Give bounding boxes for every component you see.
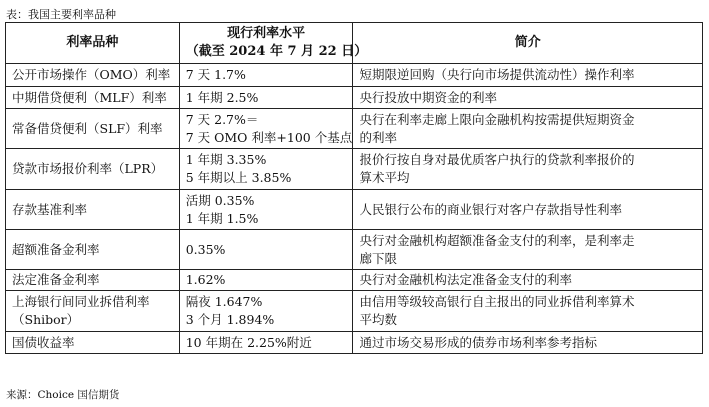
rate-intro-cell <box>353 190 703 230</box>
rate-intro-cell <box>353 109 703 149</box>
rate-intro-cell <box>353 149 703 190</box>
rate-intro-cell <box>353 87 703 109</box>
rate-level-cell-line: 3 个月 1.894% <box>185 312 275 327</box>
rate-level-cell-line: 7 天 2.7%＝ <box>185 111 259 127</box>
rate-intro-cell <box>353 64 703 87</box>
rate-type-cell <box>6 109 180 149</box>
rate-intro-cell-line: 的利率 <box>359 129 397 145</box>
rate-level-cell-line: 7 天 1.7% <box>185 67 246 82</box>
rate-intro-cell-line: 人民银行公布的商业银行对客户存款指导性利率 <box>359 201 622 217</box>
rate-type-cell <box>6 190 180 230</box>
rate-type-cell <box>6 230 180 270</box>
rate-intro-cell <box>353 332 703 354</box>
rate-level-cell <box>179 64 353 87</box>
rate-level-cell-line: 1 年期 3.35% <box>185 152 267 167</box>
rate-level-cell-line: 0.35% <box>185 241 226 257</box>
rate-intro-cell <box>353 270 703 291</box>
header-rate-type: 利率品种 <box>6 23 180 64</box>
rate-type-cell <box>6 87 180 109</box>
rate-type-cell <box>6 291 180 332</box>
rate-level-cell <box>179 149 353 190</box>
rate-intro-cell-line: 短期限逆回购（央行向市场提供流动性）操作利率 <box>359 67 635 82</box>
rate-level-cell <box>179 190 353 230</box>
rate-intro-cell-line: 央行在利率走廊上限向金融机构按需提供短期资金 <box>359 111 635 127</box>
table-row <box>6 230 703 270</box>
rate-intro-cell-line: 廊下限 <box>359 250 397 266</box>
table-caption: 表：我国主要利率品种 <box>6 8 116 21</box>
rate-level-cell-line: 10 年期在 2.25%附近 <box>185 334 312 350</box>
rate-intro-cell-line: 央行对金融机构法定准备金支付的利率 <box>359 272 572 287</box>
table-row <box>6 87 703 109</box>
rate-level-cell-line: 1 年期 2.5% <box>185 89 259 105</box>
rate-type-cell-line: 上海银行间同业拆借利率 <box>12 294 150 309</box>
rate-type-cell-line: 存款基准利率 <box>12 201 88 217</box>
interest-rate-table <box>5 22 703 354</box>
source-note: 来源：Choice 国信期货 <box>6 389 120 401</box>
rate-type-cell-line: 中期借贷便利（MLF）利率 <box>12 89 167 105</box>
table-row <box>6 109 703 149</box>
rate-level-cell-line: 活期 0.35% <box>185 192 255 208</box>
rate-level-cell <box>179 109 353 149</box>
rate-type-cell <box>6 332 180 354</box>
table-row <box>6 332 703 354</box>
table-row <box>6 190 703 230</box>
rate-intro-cell-line: 由信用等级较高银行自主报出的同业拆借利率算术 <box>359 294 635 309</box>
header-introduction: 简介 <box>353 23 703 64</box>
table-body <box>6 64 703 354</box>
table-row <box>6 149 703 190</box>
rate-level-cell-line: 5 年期以上 3.85% <box>185 170 292 185</box>
rate-intro-cell <box>353 291 703 332</box>
table-header-row <box>6 23 703 64</box>
rate-level-cell-line: 隔夜 1.647% <box>185 294 263 309</box>
header-current-level-line1: 现行利率水平 <box>227 26 306 41</box>
rate-type-cell-line: 超额准备金利率 <box>12 241 100 257</box>
rate-intro-cell-line: 算术平均 <box>359 170 410 185</box>
rate-type-cell-line: 常备借贷便利（SLF）利率 <box>12 120 163 136</box>
rate-type-cell <box>6 149 180 190</box>
rate-intro-cell-line: 报价行按自身对最优质客户执行的贷款利率报价的 <box>359 152 635 167</box>
rate-type-cell <box>6 64 180 87</box>
rate-intro-cell-line: 央行投放中期资金的利率 <box>359 89 497 105</box>
rate-level-cell-line: 1.62% <box>185 272 226 287</box>
rate-intro-cell-line: 央行对金融机构超额准备金支付的利率，是利率走 <box>359 232 635 248</box>
rate-type-cell-line: 国债收益率 <box>12 334 75 350</box>
rate-level-cell <box>179 87 353 109</box>
rate-type-cell-line: 公开市场操作（OMO）利率 <box>12 67 171 82</box>
rate-level-cell-line: 7 天 OMO 利率+100 个基点 <box>185 129 353 145</box>
table-row <box>6 291 703 332</box>
rate-type-cell-line: 贷款市场报价利率（LPR） <box>12 161 164 176</box>
rate-type-cell <box>6 270 180 291</box>
rate-type-cell-line: 法定准备金利率 <box>12 272 100 287</box>
rate-level-cell <box>179 332 353 354</box>
rate-level-cell-line: 1 年期 1.5% <box>185 210 259 226</box>
rate-type-cell-line: （Shibor） <box>12 312 80 327</box>
table-row <box>6 64 703 87</box>
rate-intro-cell-line: 平均数 <box>359 312 397 327</box>
table-row <box>6 270 703 291</box>
header-current-level-line2: （截至 2024 年 7 月 22 日） <box>185 44 368 59</box>
rate-intro-cell <box>353 230 703 270</box>
rate-level-cell <box>179 230 353 270</box>
rate-level-cell <box>179 270 353 291</box>
rate-level-cell <box>179 291 353 332</box>
header-current-level <box>179 23 368 64</box>
rate-intro-cell-line: 通过市场交易形成的债券市场利率参考指标 <box>359 334 597 350</box>
